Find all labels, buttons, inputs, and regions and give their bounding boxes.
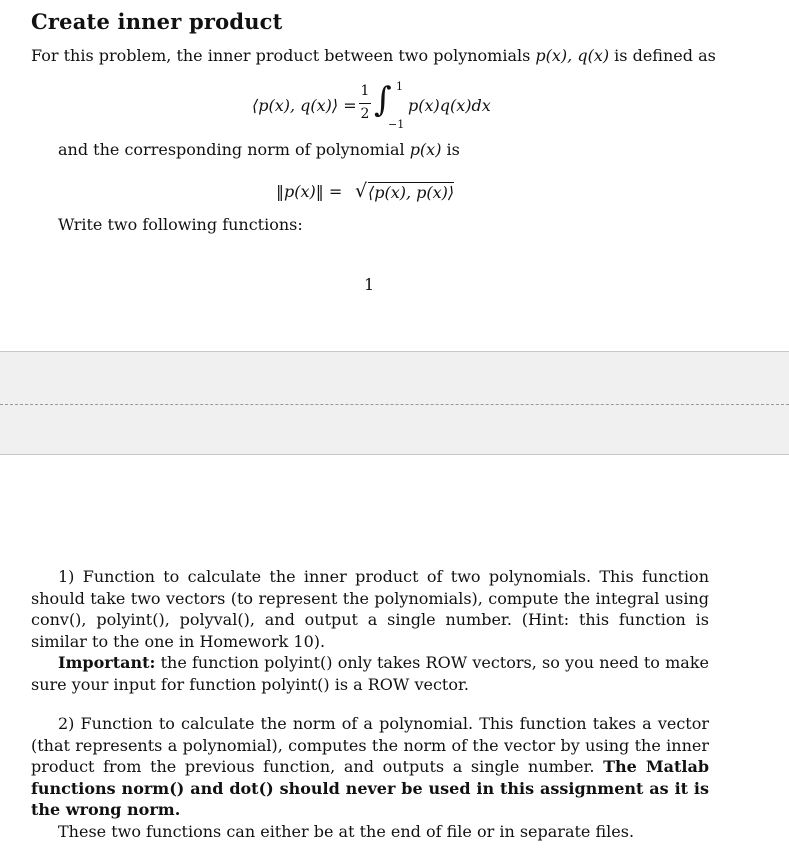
inner-product-formula: [252, 80, 512, 134]
important-label: Important:: [58, 653, 156, 672]
sqrt-icon: √: [355, 180, 368, 202]
norm-formula: [276, 178, 476, 208]
integral-sign-icon: ∫: [374, 80, 392, 120]
page-break-band: [0, 351, 789, 455]
integrand: p(x)q(x)dx: [408, 96, 491, 115]
integral-upper-limit: 1: [396, 80, 403, 93]
frac-numerator: 1: [360, 83, 370, 99]
norm-lhs: ‖p(x)‖ =: [276, 182, 343, 201]
page-number: 1: [364, 275, 375, 294]
page-title: Create inner product: [31, 9, 283, 34]
intro-text: For this problem, the inner product between two polynomials p(x), q(x) is defined as: [31, 46, 716, 65]
integral-lower-limit: −1: [388, 118, 405, 131]
frac-bar: [359, 103, 371, 104]
closing-paragraph: These two functions can either be at the end of file or in separate files.: [58, 822, 635, 841]
page-break-divider: [0, 404, 789, 405]
item-1-paragraph: 1) Function to calculate the inner product of two polynomials. This function should take two vectors (to represent the polynomials), compute the integral using conv(), polyint(), polyval(), and output a single number. (Hint: this function is similar to the one in Homework 10).: [31, 567, 709, 651]
frac-denominator: 2: [360, 106, 370, 122]
formula-lhs: ⟨p(x), q(x)⟩ =: [252, 96, 357, 115]
norm-intro-text: and the corresponding norm of polynomial p(x) is: [58, 140, 460, 159]
write-line: Write two following functions:: [58, 215, 303, 234]
important-paragraph: Important: the function polyint() only takes ROW vectors, so you need to make sure your input for function polyint() is a ROW vector.: [31, 653, 709, 694]
item-2-paragraph: 2) Function to calculate the norm of a polynomial. This function takes a vector (that represents a polynomial), computes the norm of the vector by using the inner product from the previous function, and outputs a single number. The Matlab functions norm() and dot() should never be used in this assignment as it is the wrong norm.: [31, 714, 710, 819]
intro-math: p(x), q(x): [535, 46, 610, 65]
norm-radicand: ⟨p(x), p(x)⟩: [368, 183, 455, 202]
item-2-warning: The Matlab functions norm() and dot() should never be used in this assignment as it is the wrong norm.: [31, 757, 710, 819]
